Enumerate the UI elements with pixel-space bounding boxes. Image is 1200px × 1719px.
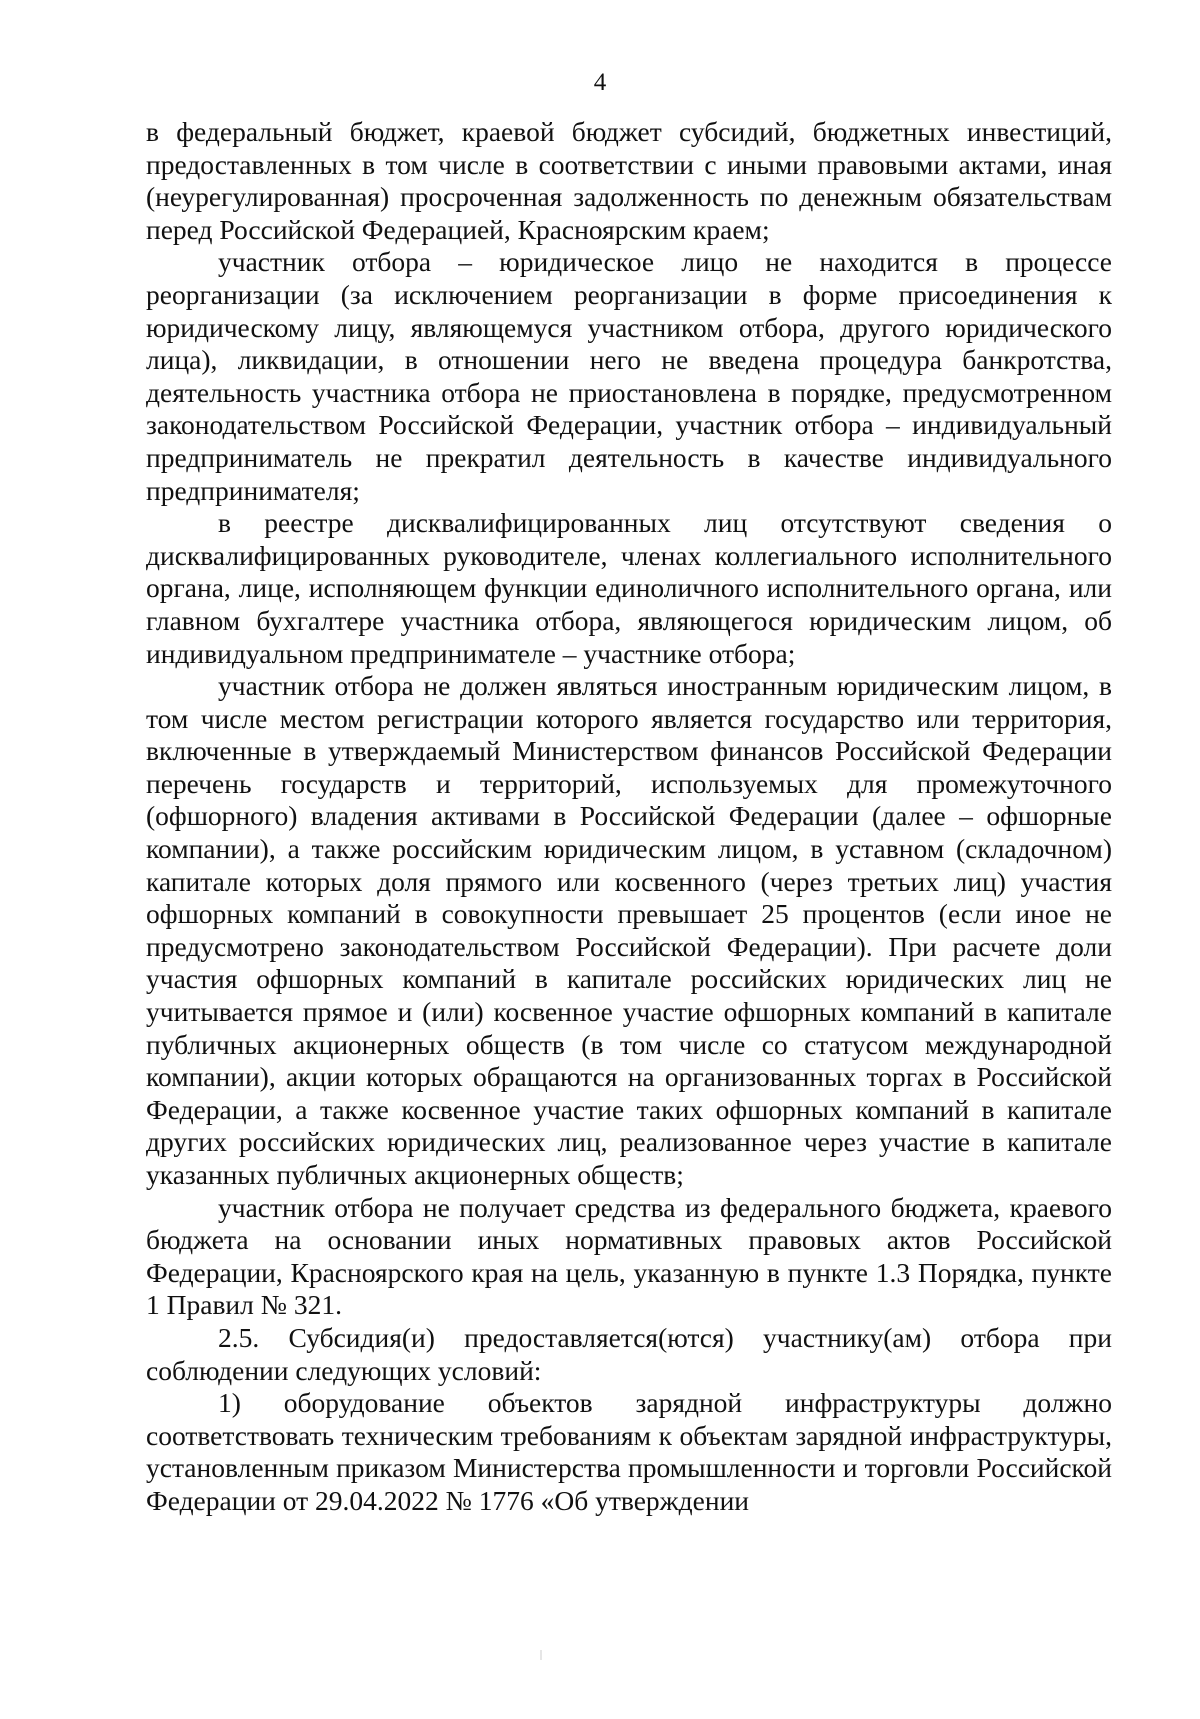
paragraph-reorganization: участник отбора – юридическое лицо не находится в процессе реорганизации (за исключением реорганизации в форме присоединения к юридическому лицу, являющемуся участником отбора, другого юридического лица), ликвидации, в отношении него не введена процедура банкротства, деятельность участника отбора не приостановлена в порядке, предусмотренном законодательством Российской Федерации, участник отбора – индивидуальный предприниматель не прекратил деятельность в качестве индивидуального предпринимателя; [146,246,1112,506]
paragraph-offshore-companies: участник отбора не должен являться иностранным юридическим лицом, в том числе местом регистрации которого является государство или территория, включенные в утверждаемый Министерством финансов Российской Федерации перечень государств и территорий, используемых для промежуточного (офшорного) владения активами в Российской Федерации (далее – офшорные компании), а также российским юридическим лицом, в уставном (складочном) капитале которых доля прямого или косвенного (через третьих лиц) участия офшорных компаний в совокупности превышает 25 процентов (если иное не предусмотрено законодательством Российской Федерации). При расчете доли участия офшорных компаний в капитале российских юридических лиц не учитывается прямое и (или) косвенное участие офшорных компаний в капитале публичных акционерных обществ (в том числе со статусом международной компании), акции которых обращаются на организованных торгах в Российской Федерации, а также косвенное участие таких офшорных компаний в капитале других российских юридических лиц, реализованное через участие в капитале указанных публичных акционерных обществ; [146,670,1112,1190]
document-body [146,116,1112,1518]
page-number: 4 [593,69,607,96]
paragraph-disqualified-registry: в реестре дисквалифицированных лиц отсутствуют сведения о дисквалифицированных руководителе, членах коллегиального исполнительного органа, лице, исполняющем функции единоличного исполнительного органа, или главном бухгалтере участника отбора, являющегося юридическим лицом, об индивидуальном предпринимателе – участнике отбора; [146,507,1112,669]
paragraph-no-other-funding: участник отбора не получает средства из федерального бюджета, краевого бюджета на основании иных нормативных правовых актов Российской Федерации, Красноярского края на цель, указанную в пункте 1.3 Порядка, пункте 1 Правил № 321. [146,1191,1112,1321]
paragraph-section-2-5: 2.5. Субсидия(и) предоставляется(ются) участнику(ам) отбора при соблюдении следующих условий: [146,1321,1112,1386]
paragraph-condition-1: 1) оборудование объектов зарядной инфраструктуры должно соответствовать техническим требованиям к объектам зарядной инфраструктуры, установленным приказом Министерства промышленности и торговли Российской Федерации от 29.04.2022 № 1776 «Об утверждении [146,1387,1112,1516]
scan-mark [540,1650,542,1660]
paragraph-budget-debt: в федеральный бюджет, краевой бюджет субсидий, бюджетных инвестиций, предоставленных в том числе в соответствии с иными правовыми актами, иная (неурегулированная) просроченная задолженность по денежным обязательствам перед Российской Федерацией, Красноярским краем; [146,116,1112,245]
